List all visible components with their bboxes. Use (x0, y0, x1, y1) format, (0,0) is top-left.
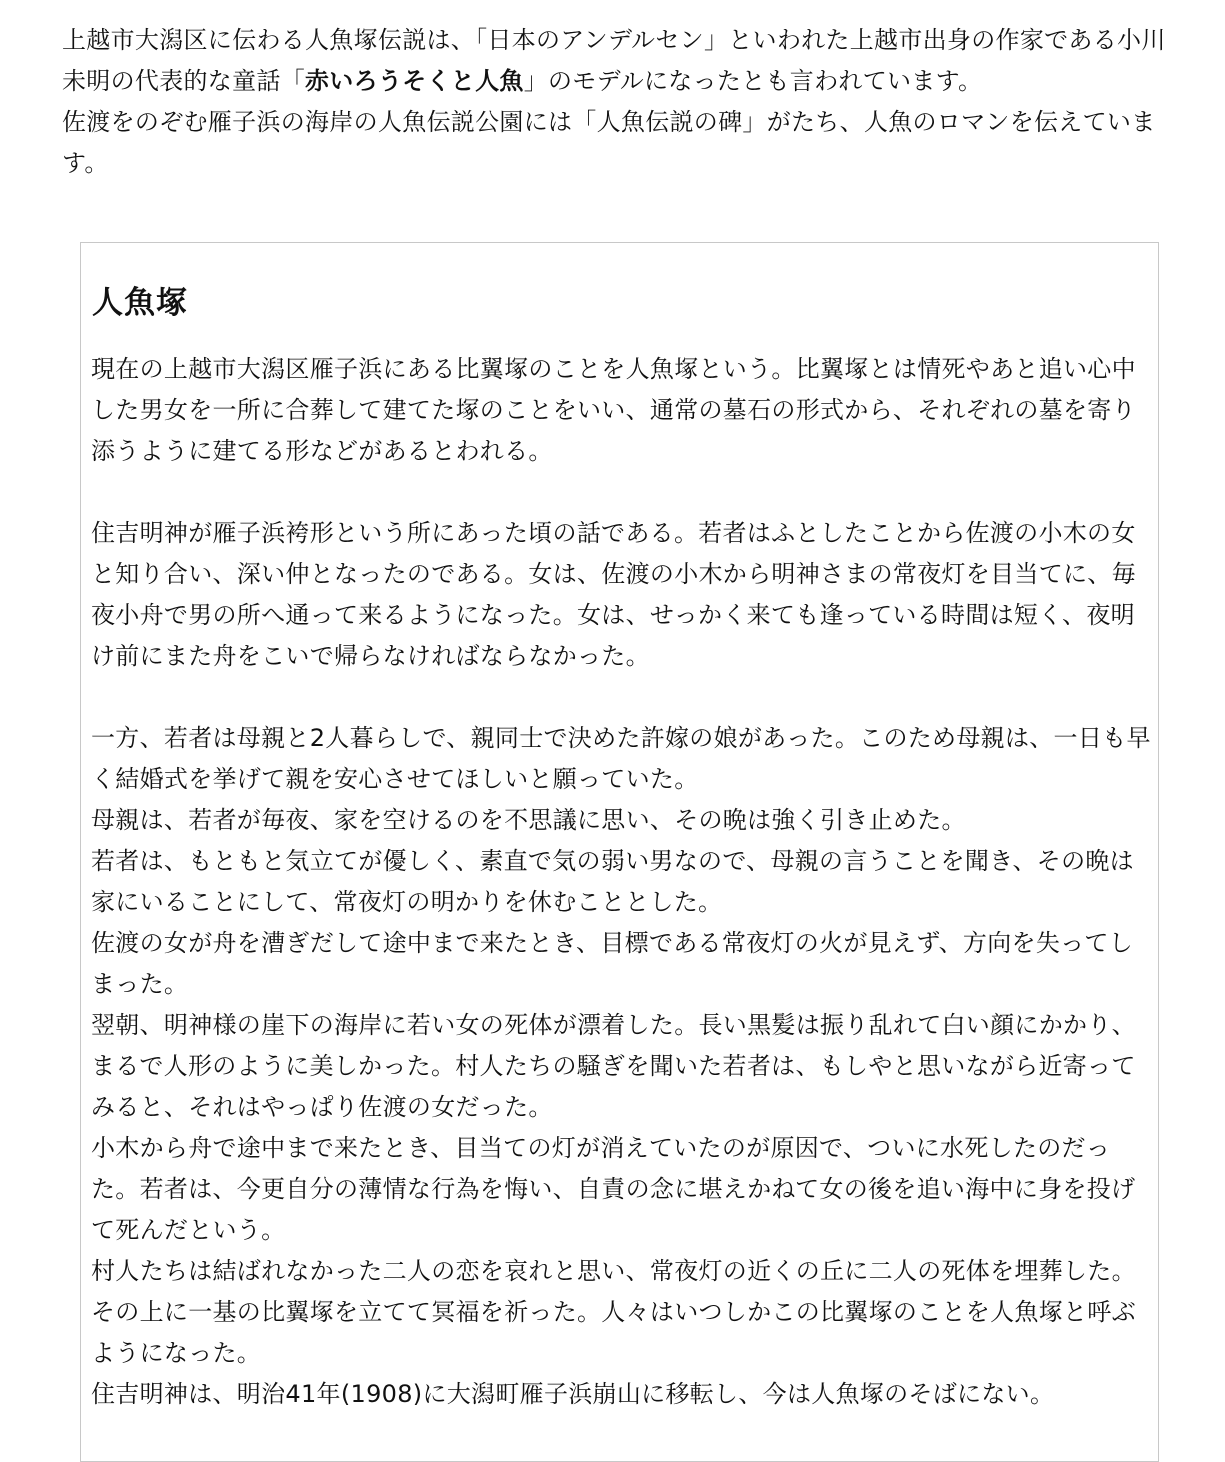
story-paragraph: 村人たちは結ばれなかった二人の恋を哀れと思い、常夜灯の近くの丘に二人の死体を埋葬した。その上に一基の比翼塚を立てて冥福を祈った。人々はいつしかこの比翼塚のことを人魚塚と呼ぶようになった。 (91, 1257, 1136, 1367)
book-title: 赤いろうそくと人魚 (305, 67, 524, 95)
story-text (91, 349, 1151, 1415)
story-paragraph: 住吉明神が雁子浜袴形という所にあった頃の話である。若者はふとしたことから佐渡の小木の女と知り合い、深い仲となったのである。女は、佐渡の小木から明神さまの常夜灯を目当てに、毎夜小舟で男の所へ通って来るようになった。女は、せっかく来ても逢っている時間は短く、夜明け前にまた舟をこいで帰らなければならなかった。 (91, 519, 1136, 670)
story-paragraph: 母親は、若者が毎夜、家を空けるのを不思議に思い、その晩は強く引き止めた。 (91, 806, 966, 834)
paragraph-spacer (91, 472, 1151, 513)
story-paragraph: 翌朝、明神様の崖下の海岸に若い女の死体が漂着した。長い黒髪は振り乱れて白い顔にかかり、まるで人形のように美しかった。村人たちの騒ぎを聞いた若者は、もしやと思いながら近寄ってみると、それはやっぱり佐渡の女だった。 (91, 1011, 1136, 1121)
intro-paragraph-2: 佐渡をのぞむ雁子浜の海岸の人魚伝説公園には「人魚伝説の碑」がたち、人魚のロマンを伝えています。 (62, 108, 1156, 177)
intro-text (62, 20, 1172, 184)
story-paragraph: 佐渡の女が舟を漕ぎだして途中まで来たとき、目標である常夜灯の火が見えず、方向を失ってしまった。 (91, 929, 1134, 998)
section-title: 人魚塚 (92, 285, 188, 321)
story-paragraph: 現在の上越市大潟区雁子浜にある比翼塚のことを人魚塚という。比翼塚とは情死やあと追い心中した男女を一所に合葬して建てた塚のことをいい、通常の墓石の形式から、それぞれの墓を寄り添うように建てる形などがあるとわれる。 (91, 355, 1136, 465)
intro-text-after-title: 」のモデルになったとも言われています。 (523, 67, 983, 95)
intro-text-before-title: 上越市大潟区に伝わる人魚塚伝説は、「日本のアンデルセン」といわれた上越市出身の作家である小川未明の代表的な童話「 (62, 26, 1166, 95)
story-paragraph: 若者は、もともと気立てが優しく、素直で気の弱い男なので、母親の言うことを聞き、その晩は家にいることにして、常夜灯の明かりを休むこととした。 (91, 847, 1134, 916)
intro-paragraph-1 (62, 20, 1172, 102)
story-paragraph: 一方、若者は母親と2人暮らしで、親同士で決めた許嫁の娘があった。このため母親は、一日も早く結婚式を挙げて親を安心させてほしいと願っていた。 (91, 724, 1151, 793)
paragraph-spacer (91, 677, 1151, 718)
story-paragraph: 小木から舟で途中まで来たとき、目当ての灯が消えていたのが原因で、ついに水死したのだった。若者は、今更自分の薄情な行為を悔い、自責の念に堪えかねて女の後を追い海中に身を投げて死んだという。 (91, 1134, 1136, 1244)
story-paragraph: 住吉明神は、明治41年(1908)に大潟町雁子浜崩山に移転し、今は人魚塚のそばにない。 (91, 1380, 1055, 1408)
legend-box (80, 242, 1159, 1462)
